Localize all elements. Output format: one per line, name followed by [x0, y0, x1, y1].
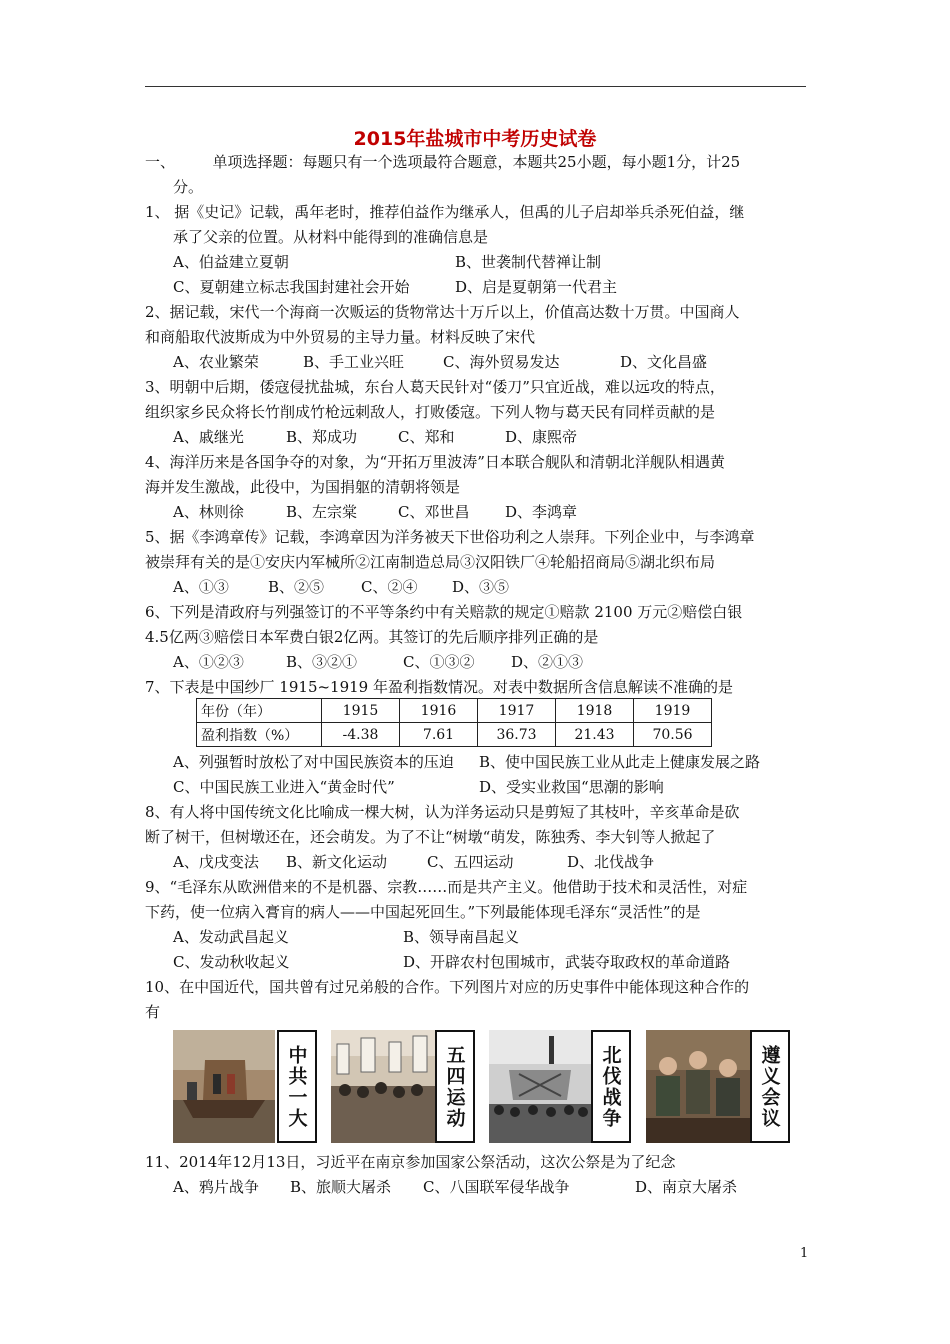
question-1-option-b[interactable]: B、世袭制代替禅让制	[455, 253, 602, 271]
table-row	[197, 723, 712, 747]
question-6-option-d[interactable]: D、②①③	[511, 653, 584, 671]
question-8-option-b[interactable]: B、新文化运动	[286, 853, 388, 871]
picture-option-2[interactable]	[331, 1030, 477, 1143]
question-9-text: 9、“毛泽东从欧洲借来的不是机器、宗教……而是共产主义。他借助于技术和灵活性，对症	[145, 878, 748, 896]
question-3-text-cont: 组织家乡民众将长竹削成竹枪远刺敌人，打败倭寇。下列人物与葛天民有同样贡献的是	[145, 403, 716, 421]
question-8-text: 8、有人将中国传统文化比喻成一棵大树，认为洋务运动只是剪短了其枝叶，辛亥革命是砍	[145, 803, 740, 821]
table-cell: 年份（年）	[197, 699, 322, 723]
question-3-option-c[interactable]: C、郑和	[398, 428, 455, 446]
question-7-option-a[interactable]: A、列强暂时放松了对中国民族资本的压迫	[173, 753, 454, 771]
question-7-text: 7、下表是中国纱厂 1915~1919 年盈利指数情况。对表中数据所含信息解读不准确的是	[145, 678, 733, 696]
question-10-text-cont: 有	[145, 1003, 161, 1021]
question-3-option-a[interactable]: A、戚继光	[173, 428, 244, 446]
table-cell: 36.73	[478, 723, 556, 747]
question-3-option-d[interactable]: D、康熙帝	[505, 428, 578, 446]
question-5-option-c[interactable]: C、②④	[361, 578, 418, 596]
question-11-option-c[interactable]: C、八国联军侵华战争	[423, 1178, 570, 1196]
question-11-option-d[interactable]: D、南京大屠杀	[635, 1178, 738, 1196]
northern-expedition-image	[489, 1030, 591, 1143]
question-4-option-b[interactable]: B、左宗棠	[286, 503, 358, 521]
picture-label-1: 中共一大	[277, 1030, 317, 1143]
table-cell: 1917	[478, 699, 556, 723]
question-4-option-c[interactable]: C、邓世昌	[398, 503, 470, 521]
question-5-option-d[interactable]: D、③⑤	[452, 578, 510, 596]
question-4-option-d[interactable]: D、李鸿章	[505, 503, 578, 521]
table-cell: 70.56	[634, 723, 712, 747]
question-11-text: 11、2014年12月13日，习近平在南京参加国家公祭活动，这次公祭是为了纪念	[145, 1153, 676, 1171]
question-5-text: 5、据《李鸿章传》记载，李鸿章因为洋务被天下世俗功利之人崇拜。下列企业中，与李鸿章	[145, 528, 755, 546]
question-8-option-c[interactable]: C、五四运动	[427, 853, 514, 871]
table-cell: 盈利指数（%）	[197, 723, 322, 747]
zunyi-meeting-image	[646, 1030, 750, 1143]
question-2-text-cont: 和商船取代波斯成为中外贸易的主导力量。材料反映了宋代	[145, 328, 536, 346]
picture-label-4: 遵义会议	[750, 1030, 790, 1143]
question-7-option-b[interactable]: B、使中国民族工业从此走上健康发展之路	[479, 753, 761, 771]
table-cell: 1919	[634, 699, 712, 723]
question-4-text-cont: 海并发生激战，此役中，为国捐躯的清朝将领是	[145, 478, 461, 496]
question-2-option-c[interactable]: C、海外贸易发达	[443, 353, 560, 371]
question-9-text-cont: 下药，使一位病入膏肓的病人——中国起死回生。”下列最能体现毛泽东“灵活性”的是	[145, 903, 701, 921]
question-1-text-cont: 承了父亲的位置。从材料中能得到的准确信息是	[173, 228, 489, 246]
table-cell: 7.61	[400, 723, 478, 747]
question-4-text: 4、海洋历来是各国争夺的对象，为“开拓万里波涛”日本联合舰队和清朝北洋舰队相遇黄	[145, 453, 725, 471]
question-6-option-b[interactable]: B、③②①	[286, 653, 358, 671]
table-cell: 1915	[322, 699, 400, 723]
boat-painting-image	[173, 1030, 275, 1143]
may-fourth-protest-image	[331, 1030, 435, 1143]
question-4-option-a[interactable]: A、林则徐	[173, 503, 244, 521]
question-2-option-b[interactable]: B、手工业兴旺	[303, 353, 405, 371]
table-cell: 1918	[556, 699, 634, 723]
question-11-option-b[interactable]: B、旅顺大屠杀	[290, 1178, 392, 1196]
question-2-text: 2、据记载，宋代一个海商一次贩运的货物常达十万斤以上，价值高达数十万贯。中国商人	[145, 303, 740, 321]
question-5-option-a[interactable]: A、①③	[173, 578, 229, 596]
table-cell: -4.38	[322, 723, 400, 747]
question-6-text: 6、下列是清政府与列强签订的不平等条约中有关赔款的规定①赔款 2100 万元②赔偿白银	[145, 603, 743, 621]
question-9-option-a[interactable]: A、发动武昌起义	[173, 928, 289, 946]
question-9-option-c[interactable]: C、发动秋收起义	[173, 953, 290, 971]
question-8-text-cont: 断了树干，但树墩还在，还会萌发。为了不让“树墩“萌发，陈独秀、李大钊等人掀起了	[145, 828, 716, 846]
question-8-option-d[interactable]: D、北伐战争	[567, 853, 655, 871]
question-1-text: 1、 据《史记》记载，禹年老时，推荐伯益作为继承人，但禹的儿子启却举兵杀死伯益，继	[145, 203, 745, 221]
question-1-option-d[interactable]: D、启是夏朝第一代君主	[455, 278, 618, 296]
page-number: 1	[800, 1246, 809, 1261]
picture-label-2: 五四运动	[435, 1030, 475, 1143]
question-6-option-c[interactable]: C、①③②	[403, 653, 475, 671]
section-heading: 一、 单项选择题：每题只有一个选项最符合题意，本题共25小题，每小题1分，计25	[145, 153, 741, 171]
question-9-option-d[interactable]: D、开辟农村包围城市，武装夺取政权的革命道路	[403, 953, 731, 971]
question-11-option-a[interactable]: A、鸦片战争	[173, 1178, 259, 1196]
picture-option-3[interactable]	[489, 1030, 633, 1143]
question-5-text-cont: 被崇拜有关的是①安庆内军械所②江南制造总局③汉阳铁厂④轮船招商局⑤湖北织布局	[145, 553, 716, 571]
question-1-option-a[interactable]: A、伯益建立夏朝	[173, 253, 289, 271]
profit-index-table	[196, 698, 712, 747]
question-3-option-b[interactable]: B、郑成功	[286, 428, 358, 446]
page-title: 2015年盐城市中考历史试卷	[353, 128, 597, 150]
question-9-option-b[interactable]: B、领导南昌起义	[403, 928, 520, 946]
question-2-option-d[interactable]: D、文化昌盛	[620, 353, 708, 371]
question-2-option-a[interactable]: A、农业繁荣	[173, 353, 259, 371]
header-rule	[145, 86, 806, 87]
question-6-text-cont: 4.5亿两③赔偿日本军费白银2亿两。其签订的先后顺序排列正确的是	[145, 628, 599, 646]
section-heading-cont: 分。	[173, 178, 204, 196]
table-cell: 1916	[400, 699, 478, 723]
table-row	[197, 699, 712, 723]
question-1-option-c[interactable]: C、夏朝建立标志我国封建社会开始	[173, 278, 410, 296]
table-cell: 21.43	[556, 723, 634, 747]
picture-label-3: 北伐战争	[591, 1030, 631, 1143]
question-6-option-a[interactable]: A、①②③	[173, 653, 244, 671]
question-3-text: 3、明朝中后期，倭寇侵扰盐城，东台人葛天民针对“倭刀”只宜近战，难以远攻的特点，	[145, 378, 725, 396]
picture-option-1[interactable]	[173, 1030, 317, 1143]
question-5-option-b[interactable]: B、②⑤	[268, 578, 325, 596]
question-10-text: 10、在中国近代，国共曾有过兄弟般的合作。下列图片对应的历史事件中能体现这种合作的	[145, 978, 750, 996]
picture-option-4[interactable]	[646, 1030, 792, 1143]
question-8-option-a[interactable]: A、戊戌变法	[173, 853, 259, 871]
question-7-option-c[interactable]: C、中国民族工业进入“黄金时代”	[173, 778, 395, 796]
question-7-option-d[interactable]: D、受实业救国“思潮的影响	[479, 778, 664, 796]
